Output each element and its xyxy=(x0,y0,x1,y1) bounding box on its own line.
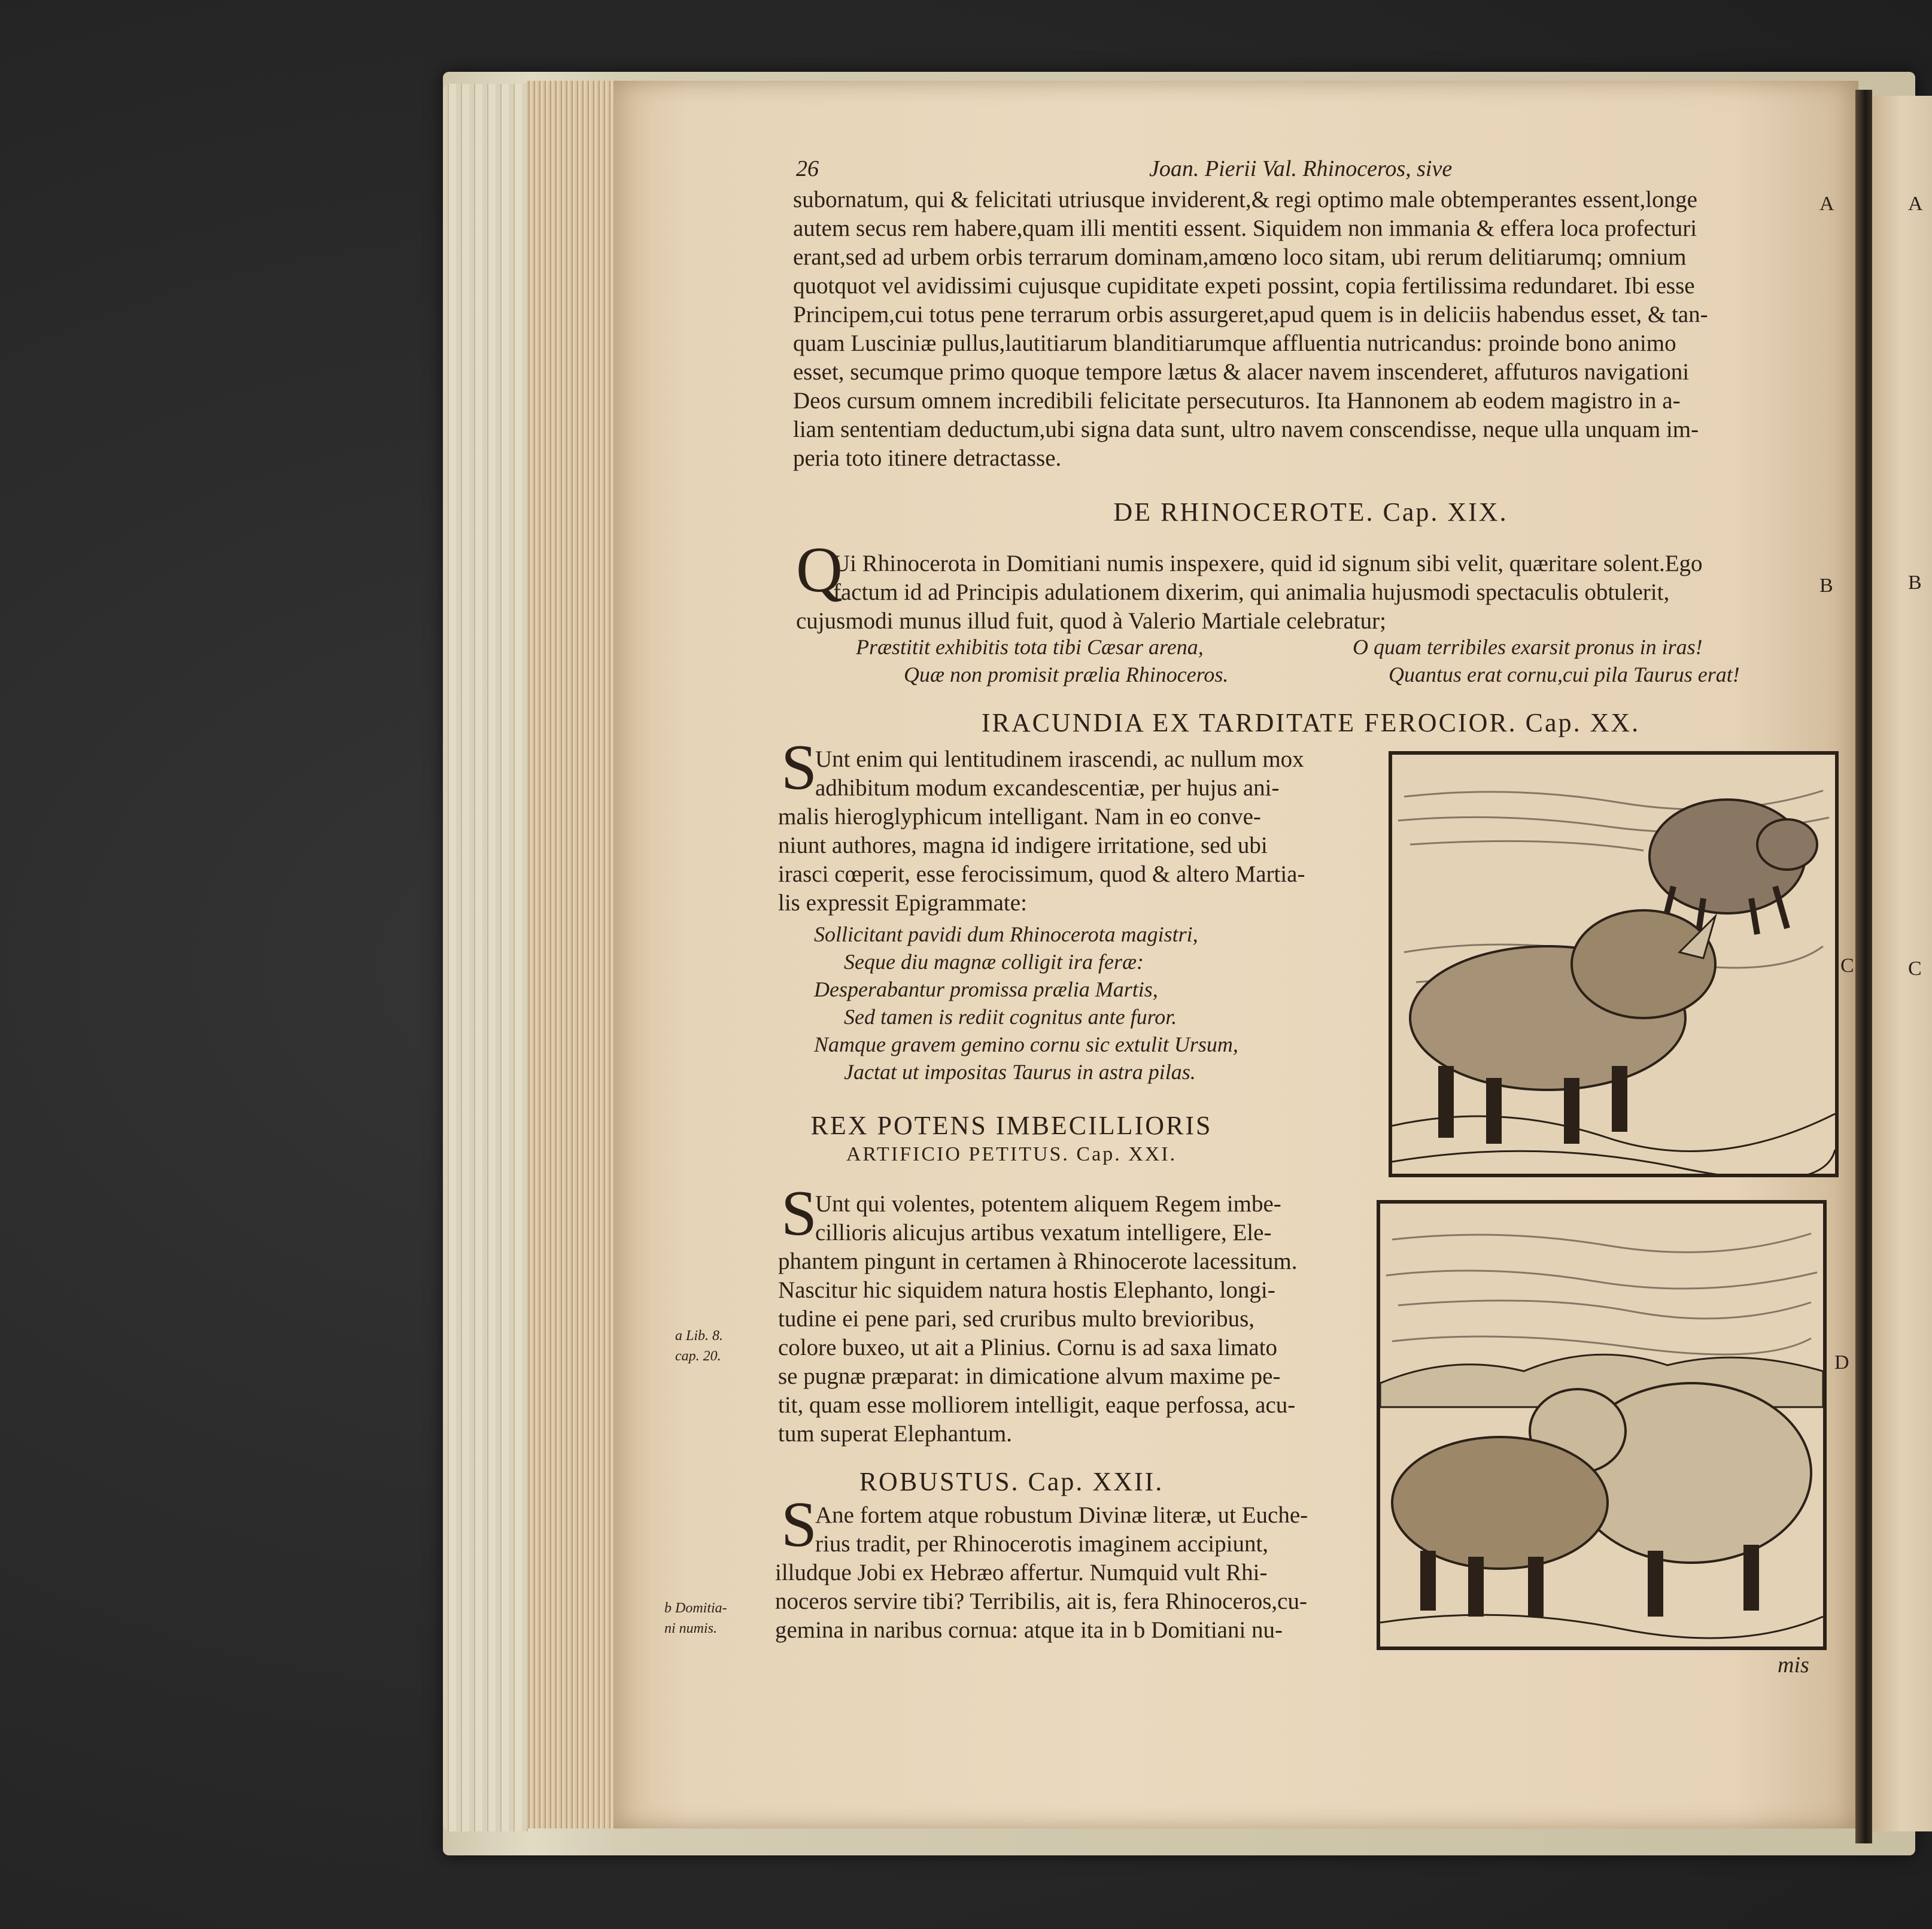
next-page-letter: A xyxy=(1908,193,1923,215)
verse-line: Quæ non promisit prælia Rhinoceros. xyxy=(904,663,1229,686)
verse-line: Jactat ut impositas Taurus in astra pilas. xyxy=(844,1060,1196,1084)
text-line: gemina in naribus cornua: atque ita in b Domitiani nu- xyxy=(775,1617,1283,1643)
text-line: cillioris alicujus artibus vexatum intelligere, Ele- xyxy=(815,1220,1272,1246)
woodcut-rhinoceros-bear xyxy=(1389,751,1839,1177)
chapter-heading: ROBUSTUS. Cap. XXII. xyxy=(859,1467,1164,1496)
drop-cap: S xyxy=(781,1178,818,1249)
text-line: colore buxeo, ut ait a Plinius. Cornu is ad saxa limato xyxy=(778,1335,1278,1360)
intro-paragraph xyxy=(793,186,1708,473)
page-number: 26 xyxy=(796,156,819,181)
running-title: Joan. Pierii Val. Rhinoceros, sive xyxy=(1149,156,1453,181)
page-edges xyxy=(527,81,616,1828)
text-line: Ui Rhinocerota in Domitiani numis inspexere, quid id signum sibi velit, quæritare solent.Ego xyxy=(833,551,1703,576)
margin-letter: D xyxy=(1834,1351,1849,1374)
note-line: b Domitia- xyxy=(664,1600,727,1616)
margin-letter: A xyxy=(1819,193,1834,215)
text-line: Unt qui volentes, potentem aliquem Regem imbe- xyxy=(815,1191,1281,1217)
text-line: quam Lusciniæ pullus,lautitiarum blanditiarumque affluentia nutricandus: proinde bono animo xyxy=(793,330,1676,356)
text-line: erant,sed ad urbem orbis terrarum dominam,amœno loco sitam, ubi rerum delitiarumq; omnium xyxy=(793,244,1687,270)
text-line: tum superat Elephantum. xyxy=(778,1421,1012,1447)
text-line: phantem pingunt in certamen à Rhinocerote lacessitum. xyxy=(778,1248,1298,1274)
verse-line: Sollicitant pavidi dum Rhinocerota magistri, xyxy=(814,922,1198,946)
note-line: ni numis. xyxy=(664,1621,718,1636)
woodcut-rhinoceros-elephant xyxy=(1377,1200,1827,1650)
text-line: illudque Jobi ex Hebræo affertur. Numquid vult Rhi- xyxy=(775,1560,1268,1585)
catchword: mis xyxy=(1778,1652,1809,1678)
chapter-heading: IRACUNDIA EX TARDITATE FEROCIOR. Cap. XX. xyxy=(981,708,1641,737)
chapter-body xyxy=(778,1190,1297,1448)
chapter-heading: REX POTENS IMBECILLIORIS xyxy=(810,1111,1213,1140)
next-page-letter: C xyxy=(1908,958,1922,980)
drop-cap: S xyxy=(781,1489,818,1560)
verse-left xyxy=(856,633,1228,688)
verse-line: Desperabantur promissa prælia Martis, xyxy=(814,977,1158,1001)
margin-letter: C xyxy=(1840,955,1854,977)
chapter-body xyxy=(778,745,1305,918)
margin-letter: B xyxy=(1819,575,1833,597)
text-line: esset, secumque primo quoque tempore lætus & alacer navem inscenderet, affuturos navigationi xyxy=(793,359,1690,385)
text-line: tit, quam esse molliorem intelligit, eaque perfossa, acu- xyxy=(778,1392,1296,1418)
verse-line: Seque diu magnæ colligit ira feræ: xyxy=(844,950,1144,974)
marginal-note xyxy=(664,1598,727,1639)
verse-line: Namque gravem gemino cornu sic extulit Ursum, xyxy=(814,1032,1238,1056)
text-line: lis expressit Epigrammate: xyxy=(778,890,1027,916)
next-page-edge xyxy=(1872,96,1932,1831)
text-line: malis hieroglyphicum intelligant. Nam in eo conve- xyxy=(778,804,1261,830)
spine xyxy=(443,84,533,1831)
text-line: autem secus rem habere,quam illi mentiti essent. Siquidem non immania & effera loca profecturi xyxy=(793,215,1697,241)
marginal-note xyxy=(675,1326,723,1366)
note-line: a Lib. 8. xyxy=(675,1328,724,1344)
chapter-body xyxy=(772,1501,1308,1645)
drop-cap: S xyxy=(781,732,818,803)
epigram xyxy=(814,921,1238,1086)
verse-right xyxy=(1353,633,1740,688)
text-line: quotquot vel avidissimi cujusque cupiditate expeti possint, copia fertilissima redundaret. Ibi esse xyxy=(793,273,1695,299)
text-line: subornatum, qui & felicitati utriusque inviderent,& regi optimo male obtemperantes essent,longe xyxy=(793,187,1697,212)
gutter xyxy=(1855,90,1872,1843)
text-line: cujusmodi munus illud fuit, quod à Valerio Martiale celebratur; xyxy=(796,608,1386,634)
text-line: Nascitur hic siquidem natura hostis Elephanto, longi- xyxy=(778,1277,1275,1303)
text-line: niunt authores, magna id indigere irritatione, sed ubi xyxy=(778,833,1268,858)
next-page-letter: B xyxy=(1908,572,1922,594)
text-line: factum id ad Principis adulationem dixerim, qui animalia hujusmodi spectaculis obtulerit, xyxy=(833,579,1670,605)
verse-line: O quam terribiles exarsit pronus in iras! xyxy=(1353,635,1703,659)
text-line: se pugnæ præparat: in dimicatione alvum maxime pe- xyxy=(778,1363,1281,1389)
verse-line: Sed tamen is rediit cognitus ante furor. xyxy=(844,1005,1177,1029)
text-line: Deos cursum omnem incredibili felicitate persecuturos. Ita Hannonem ab eodem magistro in a- xyxy=(793,388,1681,414)
verse-line: Præstitit exhibitis tota tibi Cæsar arena, xyxy=(856,635,1204,659)
verse-line: Quantus erat cornu,cui pila Taurus erat! xyxy=(1389,663,1740,686)
text-line: Ane fortem atque robustum Divinæ literæ, ut Euche- xyxy=(815,1502,1308,1528)
text-line: peria toto itinere detractasse. xyxy=(793,445,1062,471)
text-line: Unt enim qui lentitudinem irascendi, ac nullum mox xyxy=(815,746,1304,772)
text-line: noceros servire tibi? Terribilis, ait is, fera Rhinoceros,cu- xyxy=(775,1588,1307,1614)
chapter-heading: DE RHINOCEROTE. Cap. XIX. xyxy=(1113,497,1508,527)
chapter-body xyxy=(796,549,1703,636)
chapter-subheading: ARTIFICIO PETITUS. Cap. XXI. xyxy=(846,1143,1177,1165)
drop-cap: Q xyxy=(796,534,843,606)
text-line: Principem,cui totus pene terrarum orbis assurgeret,apud quem is in deliciis habendus esset, & tan- xyxy=(793,302,1708,327)
text-line: liam sententiam deductum,ubi signa data sunt, ultro navem conscendisse, neque ulla unquam im- xyxy=(793,417,1699,442)
text-line: adhibitum modum excandescentiæ, per hujus ani- xyxy=(815,775,1280,801)
text-line: rius tradit, per Rhinocerotis imaginem accipiunt, xyxy=(815,1531,1269,1557)
note-line: cap. 20. xyxy=(675,1348,721,1364)
text-line: tudine ei pene pari, sed cruribus multo brevioribus, xyxy=(778,1306,1255,1332)
text-line: irasci cœperit, esse ferocissimum, quod & altero Martia- xyxy=(778,861,1305,887)
